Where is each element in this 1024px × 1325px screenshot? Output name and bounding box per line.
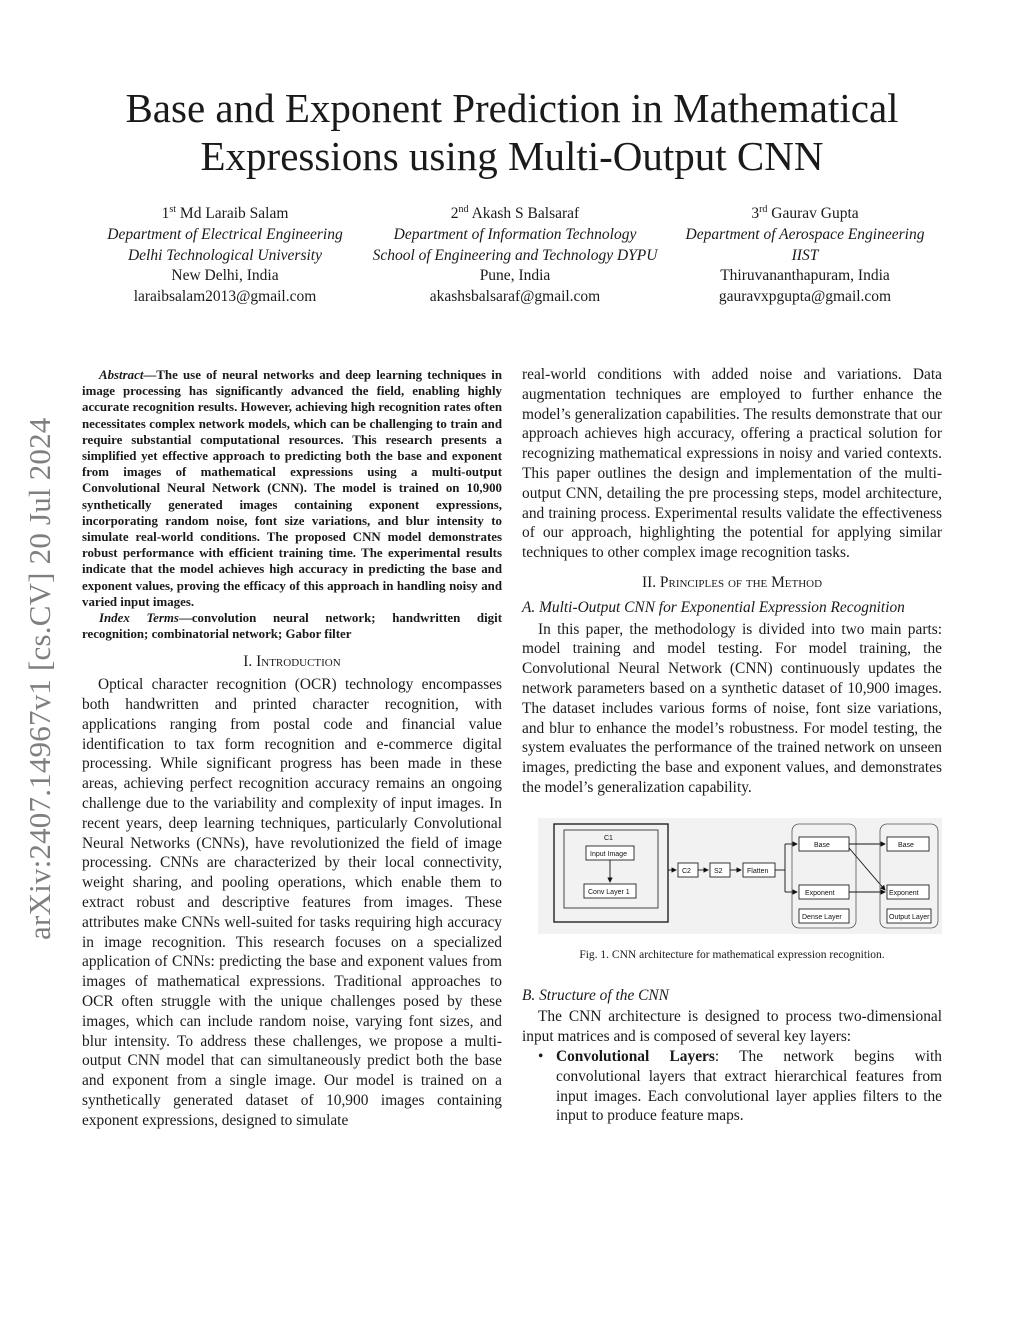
subsection-heading-b: B. Structure of the CNN — [522, 986, 669, 1004]
intro-paragraph: Optical character recognition (OCR) technology encompasses both handwritten and printed character recognition, with applications ranging from postal code and financial value identification to tax form recognition and e-commerce digital processing. While significant progress has been made in these areas, achieving perfect recognition accuracy remains an ongoing challenge due to the variability and complexity of input images. In recent years, deep learning techniques, particularly Convolutional Neural Networks (CNNs), have revolutionized the field of image processing. CNNs are characterized by their local connectivity, weight sharing, and pooling operations, which enable them to extract robust and descriptive features from images. These attributes make CNNs well-suited for tasks requiring high accuracy in image recognition. This research focuses on a specialized application of CNNs: predicting the base and exponent values from images of mathematical expressions. Traditional approaches to OCR often struggle with the unique challenges posed by these images, which can include random noise, varying font sizes, and blur intensity. To address these challenges, we propose a multi-output CNN model that can simultaneously predict both the base and exponent from a single image. Our model is trained on a synthetically generated dataset of 10,900 images containing exponent expressions, designed to simulate — [82, 676, 502, 1129]
exponent1-label: Exponent — [805, 889, 835, 897]
author-1-ordinal-sup: st — [169, 204, 177, 215]
author-2-institution: School of Engineering and Technology DYPU — [372, 246, 658, 264]
author-3-department: Department of Aerospace Engineering — [685, 225, 925, 243]
layer-list — [522, 1047, 942, 1126]
exponent2-label: Exponent — [889, 889, 919, 897]
arrow-base-to-exponent — [849, 848, 885, 890]
c2-label: C2 — [682, 867, 691, 875]
author-2-ordinal-sup: nd — [458, 204, 469, 215]
index-terms-label: Index Terms — [99, 611, 179, 626]
author-3-name-line — [660, 200, 950, 225]
author-3-location: Thiruvananthapuram, India — [720, 267, 890, 285]
author-1-department: Department of Electrical Engineering — [107, 225, 343, 243]
author-2-department: Department of Information Technology — [393, 225, 637, 243]
input-image-label: Input Image — [590, 850, 627, 858]
author-1 — [80, 200, 370, 308]
intro-paragraph-continued: real-world conditions with added noise and variations. Data augmentation techniques are employed to further enhance the model’s generalization capabilities. The results demonstrate that our approach achieves high accuracy, offering a practical solution for recognizing mathematical expressions in noisy and varied contexts. This paper outlines the design and implementation of the multi-output CNN, detailing the pre processing steps, model architecture, and training process. Experimental results validate the effectiveness of our approach, highlighting the potential for applying similar techniques to other complex image recognition tasks. — [522, 366, 942, 562]
author-1-email: laraibsalam2013@gmail.com — [133, 288, 317, 306]
intro-title: Introduction — [256, 653, 341, 671]
author-1-institution: Delhi Technological University — [127, 246, 322, 264]
author-block — [80, 200, 950, 308]
author-2-ordinal: 2 — [450, 205, 459, 222]
author-3 — [660, 200, 950, 308]
author-2-location: Pune, India — [479, 267, 551, 285]
author-1-name: Md Laraib Salam — [179, 205, 289, 222]
author-3-institution: IIST — [791, 246, 819, 264]
abstract-label: Abstract — [99, 368, 144, 382]
left-column — [82, 367, 502, 1131]
section-heading-method — [522, 573, 942, 593]
arxiv-stamp: arXiv:2407.14967v1 [cs.CV] 20 Jul 2024 — [22, 417, 57, 940]
subsection-b-paragraph: The CNN architecture is designed to process two-dimensional input matrices and is composed of several key layers: — [522, 1008, 942, 1046]
base1-label: Base — [814, 841, 830, 849]
subsection-heading-a: A. Multi-Output CNN for Exponential Expression Recognition — [522, 598, 905, 616]
author-2 — [370, 200, 660, 308]
dense-layer-label: Dense Layer — [802, 913, 842, 921]
index-terms-text: —convolution neural network; handwritten digit recognition; combinatorial network; Gabor filter — [82, 611, 502, 642]
author-2-name-line — [370, 200, 660, 225]
s2-label: S2 — [714, 867, 723, 875]
abstract-text: —The use of neural networks and deep learning techniques in image processing has significantly advanced the field, enabling highly accurate recognition results. However, achieving high recognition rates often necessitates complex network models, which can be challenging to train and require substantial computational resources. This research presents a simplified yet effective approach to predicting both the base and exponent from images of mathematical expressions using a multi-output Convolutional Neural Network (CNN). The model is trained on 10,900 synthetically generated images containing exponent expressions, incorporating random noise, font size variations, and blur intensity to simulate real-world conditions. The proposed CNN model demonstrates robust performance with efficient training time. The experimental results indicate that the model achieves high accuracy in predicting the base and exponent values, proving the efficacy of this approach in handling noisy and varied input images. — [82, 368, 502, 609]
bullet-1-text: : The network begins with convolutional layers that extract hierarchical features from input images. Each convolutional layer applies filters to the input to produce feature maps. — [556, 1047, 942, 1125]
author-3-ordinal-sup: rd — [759, 204, 768, 215]
bullet-1-label: Convolutional Layers — [556, 1047, 715, 1065]
subsection-a-paragraph: In this paper, the methodology is divided into two main parts: model training and model testing. For model training, the Convolutional Neural Network (CNN) continuously updates the network parameters based on a synthetic dataset of 10,900 images. The dataset includes various forms of noise, font size variations, and blur to enhance the model’s robustness. For model testing, the system evaluates the performance of the trained network on unseen images, predicting the base and exponent values, and demonstrates the model’s generalization capability. — [522, 620, 942, 796]
author-1-ordinal: 1 — [161, 205, 170, 222]
section-heading-introduction — [82, 652, 502, 672]
author-2-email: akashsbalsaraf@gmail.com — [429, 288, 601, 306]
figure-caption: Fig. 1. CNN architecture for mathematical expression recognition. — [579, 948, 885, 961]
paper-title — [0, 84, 1024, 180]
author-1-location: New Delhi, India — [171, 267, 279, 285]
list-item — [556, 1047, 942, 1126]
author-2-name: Akash S Balsaraf — [471, 205, 580, 222]
method-title: Principles of the Method — [659, 573, 823, 591]
method-numeral: II. — [641, 573, 657, 591]
title-line-1: Base and Exponent Prediction in Mathematical — [125, 85, 899, 131]
title-line-2: Expressions using Multi-Output CNN — [200, 133, 824, 179]
flatten-label: Flatten — [747, 867, 769, 875]
figure-cnn-architecture — [538, 818, 942, 934]
conv-layer-label: Conv Layer 1 — [588, 888, 630, 896]
output-layer-label: Output Layer — [889, 913, 930, 921]
author-3-ordinal: 3 — [751, 205, 760, 222]
author-3-name: Gaurav Gupta — [771, 205, 859, 222]
cnn-diagram — [538, 818, 942, 934]
base2-label: Base — [898, 841, 914, 849]
right-column — [522, 365, 942, 1126]
abstract — [82, 367, 502, 610]
author-1-name-line — [80, 200, 370, 225]
author-3-email: gauravxpgupta@gmail.com — [718, 288, 892, 306]
intro-numeral: I. — [243, 653, 253, 671]
c1-label: C1 — [604, 834, 613, 842]
index-terms — [82, 610, 502, 642]
